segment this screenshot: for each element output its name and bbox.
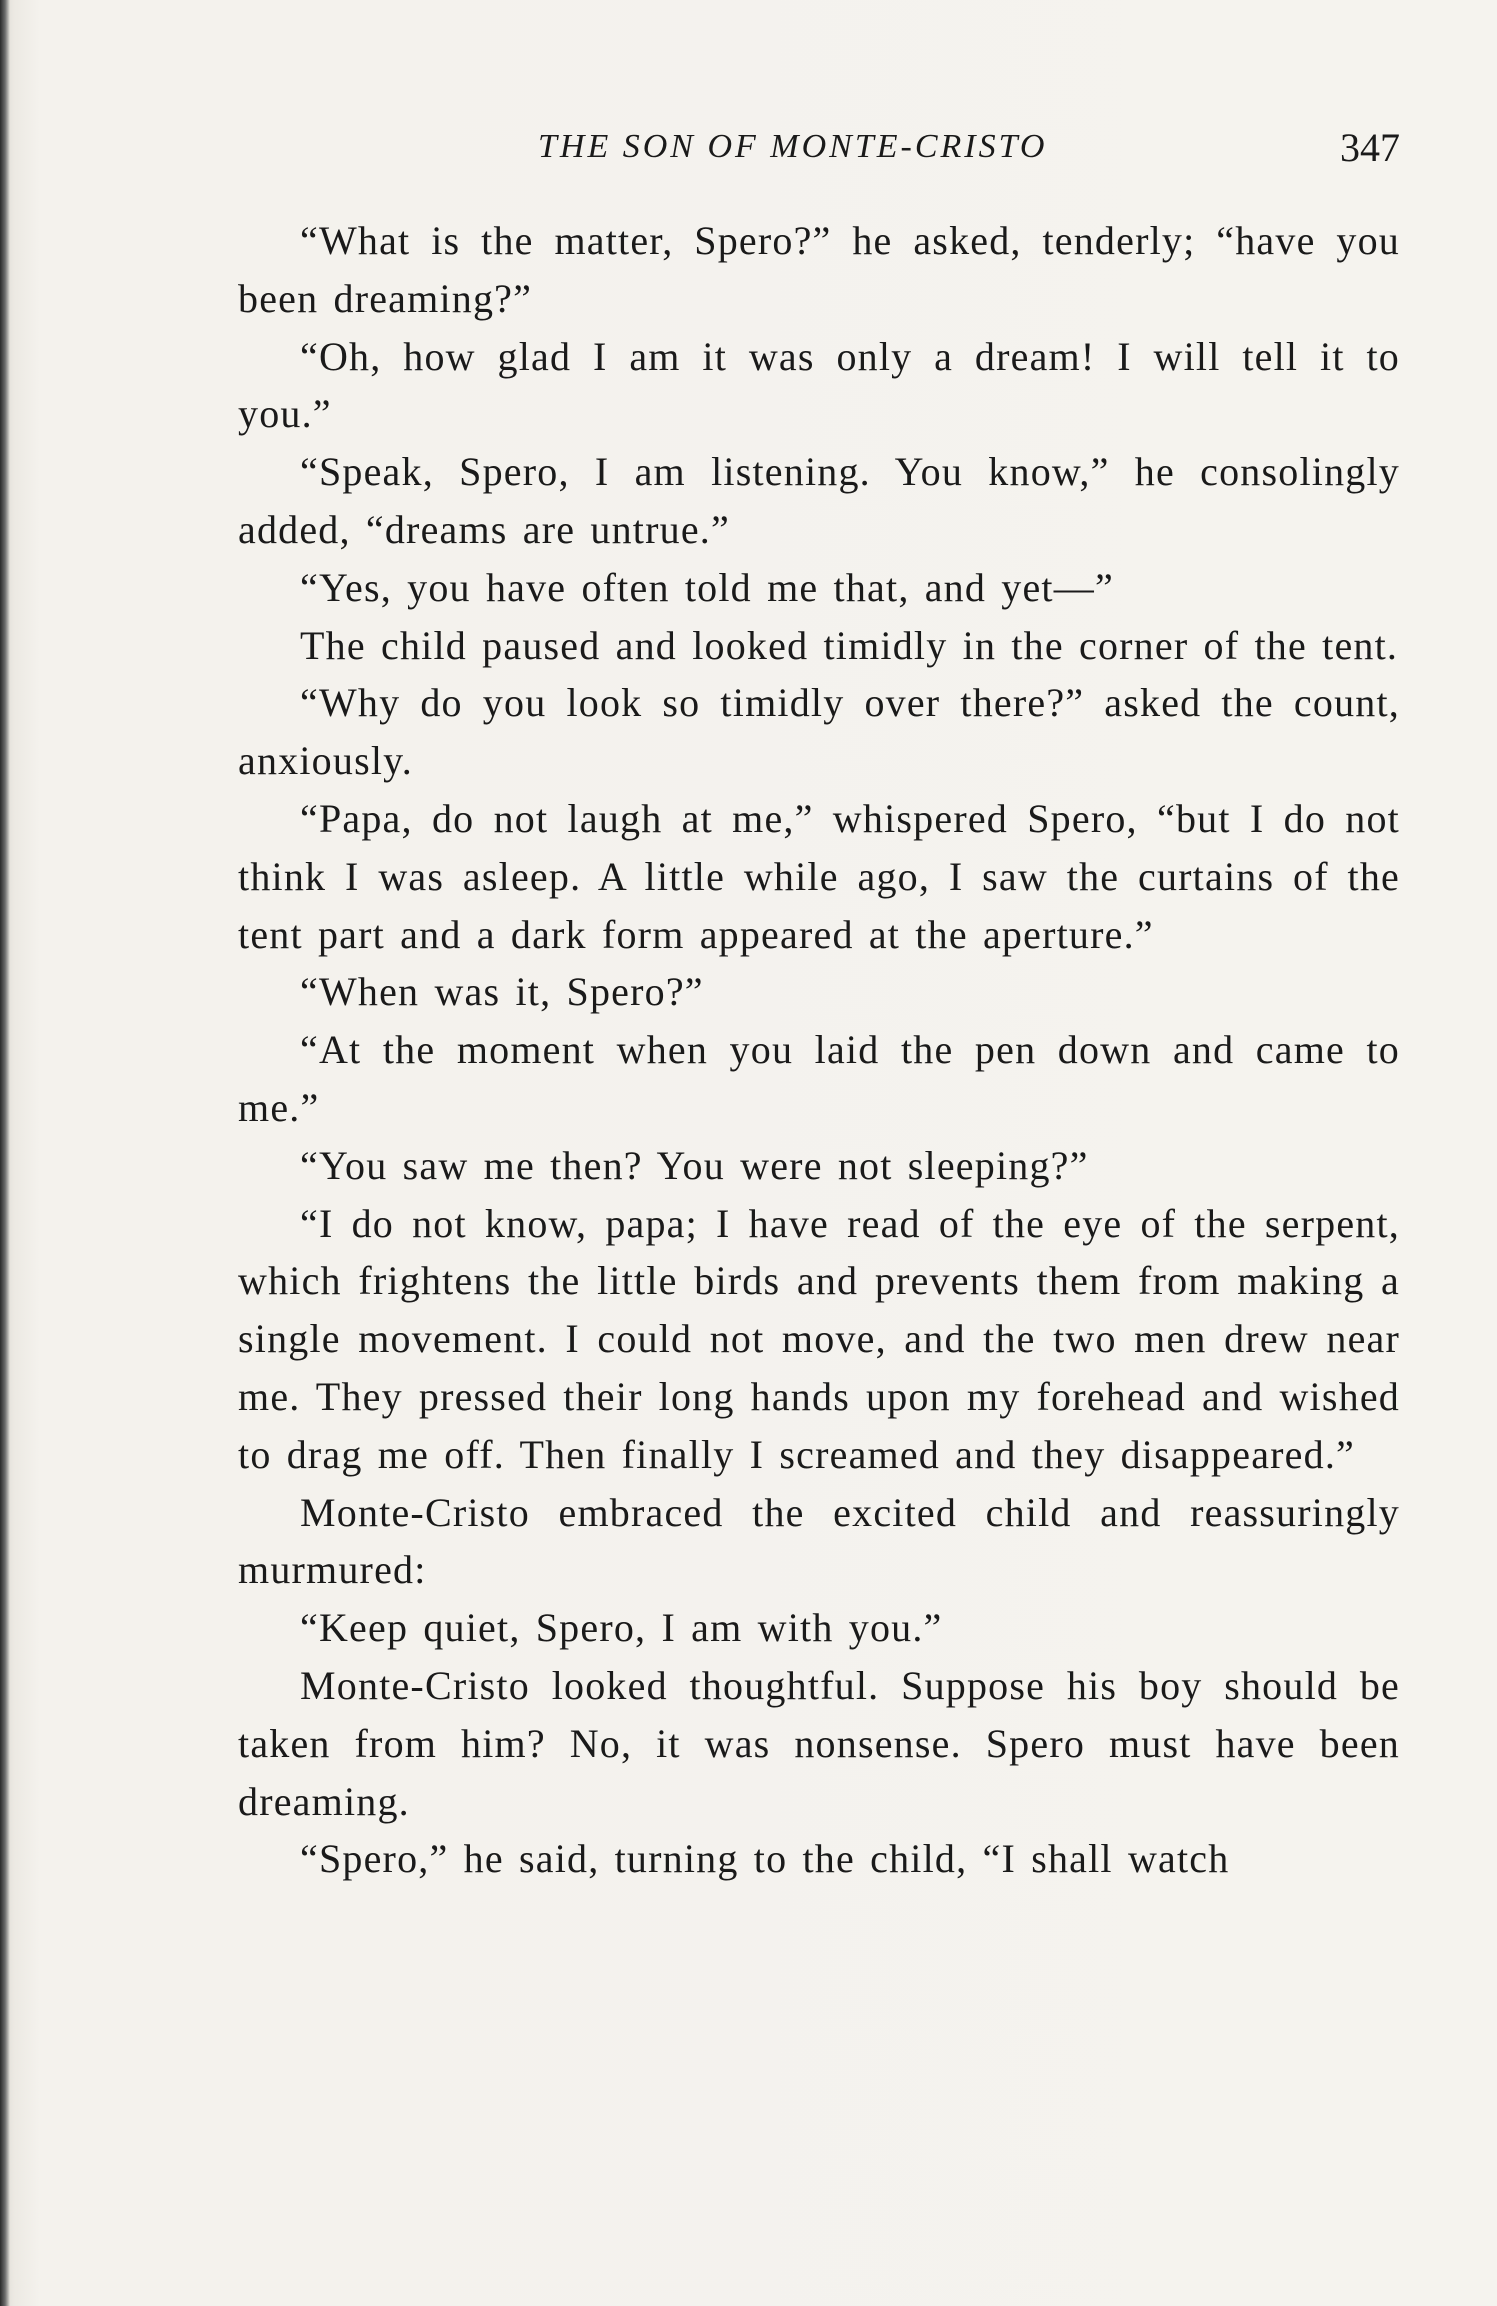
book-spine-shadow xyxy=(0,0,10,2306)
paragraph: “Spero,” he said, turning to the child, “I shall watch xyxy=(300,1836,1230,1882)
body-text xyxy=(238,212,1400,1888)
paragraph: “What is the matter, Spero?” he asked, tenderly; “have you been dreaming?” xyxy=(238,218,1400,321)
paragraph: “You saw me then? You were not sleeping?” xyxy=(300,1142,1089,1188)
paragraph: “Speak, Spero, I am listening. You know,” he consolingly added, “dreams are untrue.” xyxy=(238,449,1400,552)
paragraph: “Yes, you have often told me that, and yet—” xyxy=(300,564,1114,610)
paragraph: “Oh, how glad I am it was only a dream! I will tell it to you.” xyxy=(238,333,1400,437)
paragraph: The child paused and looked timidly in the corner of the tent. xyxy=(300,622,1399,668)
page-number: 347 xyxy=(1340,125,1400,170)
paragraph: Monte-Cristo embraced the excited child and reassuringly murmured: xyxy=(238,1489,1400,1593)
running-title: THE SON OF MONTE-CRISTO xyxy=(538,128,1048,165)
paragraph: “When was it, Spero?” xyxy=(300,969,704,1015)
paragraph: “At the moment when you laid the pen down and came to me.” xyxy=(238,1027,1400,1130)
paragraph: “Why do you look so timidly over there?” asked the count, anxiously. xyxy=(238,680,1400,784)
paragraph: “Papa, do not laugh at me,” whispered Spero, “but I do not think I was asleep. A little while ago, I saw the curtains of the tent part and a dark form appeared at the aperture.” xyxy=(238,795,1400,957)
page-header xyxy=(238,125,1400,188)
paragraph: “Keep quiet, Spero, I am with you.” xyxy=(300,1605,943,1651)
paragraph: “I do not know, papa; I have read of the eye of the serpent, which frightens the little birds and prevents them from making a single movement. I could not move, and the two men drew near me. They pressed their long hands upon my forehead and wished to drag me off. Then finally I screamed and they disappeared.” xyxy=(238,1200,1400,1477)
paragraph: Monte-Cristo looked thoughtful. Suppose his boy should be taken from him? No, it was nonsense. Spero must have been dreaming. xyxy=(238,1662,1400,1824)
